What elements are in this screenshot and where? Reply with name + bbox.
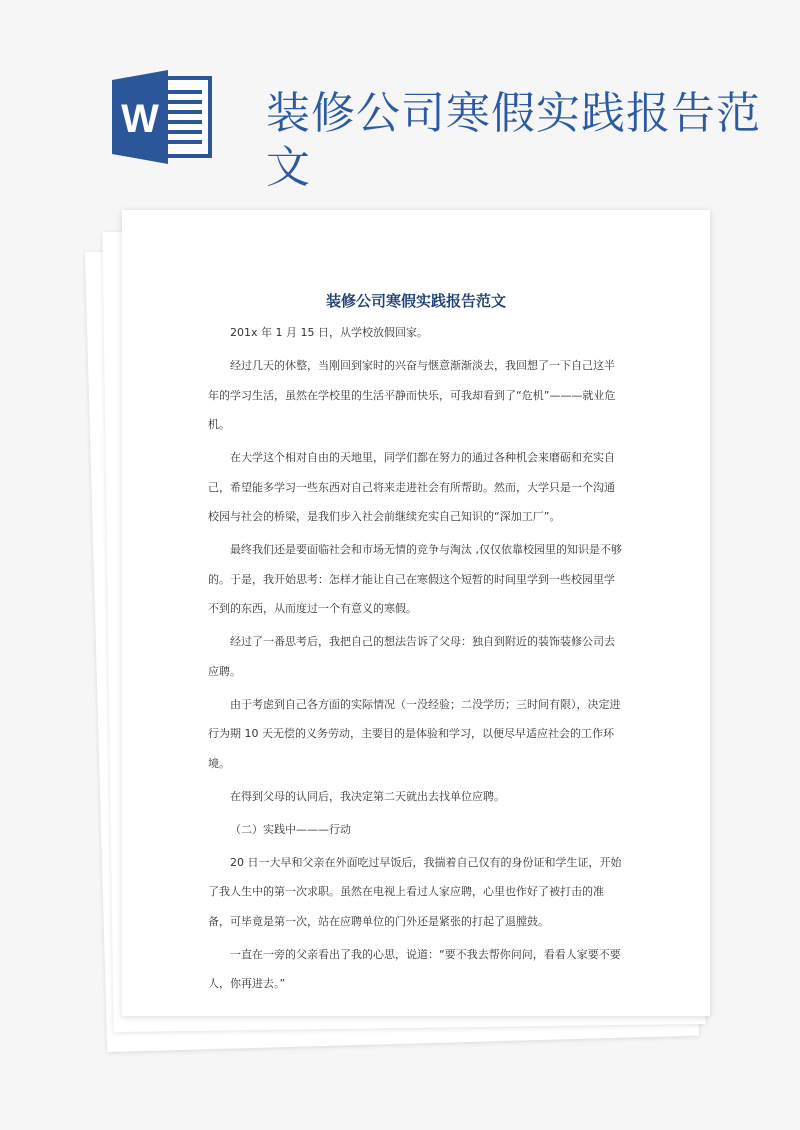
paragraph-7: 在得到父母的认同后，我决定第二天就出去找单位应聘。 xyxy=(230,789,505,803)
paragraph-9: 一直在一旁的父亲看出了我的心思，说道：“要不我去帮你问问，看看人家要不要人，你再进去。” xyxy=(208,947,621,990)
page-title: 装修公司寒假实践报告范文 xyxy=(266,88,761,194)
paragraph-4: 最终我们还是要面临社会和市场无情的竞争与淘汰 ,仅仅依靠校园里的知识是不够的。于是，我开始思考：怎样才能让自己在寒假这个短暂的时间里学到一些校园里学不到的东西，从而度过一个有意义的寒假。 xyxy=(208,543,622,615)
paragraph-8: 20 日一大早和父亲在外面吃过早饭后，我揣着自己仅有的身份证和学生证，开始了我人生中的第一次求职。虽然在电视上看过人家应聘，心里也作好了被打击的准备，可毕竟是第一次，站在应聘单位的门外还是紧张的打起了退膛鼓。 xyxy=(208,855,622,928)
paragraph-2: 经过几天的休整，当刚回到家时的兴奋与惬意渐渐淡去，我回想了一下自己这半年的学习生活，虽然在学校里的生活平静而快乐，可我却看到了“危机”———就业危机。 xyxy=(208,359,616,431)
paragraph-5: 经过了一番思考后，我把自己的想法告诉了父母：独自到附近的装饰装修公司去应聘。 xyxy=(208,635,615,678)
document-body xyxy=(208,318,624,999)
paragraph-1: 201x 年 1 月 15 日，从学校放假回家。 xyxy=(230,326,428,339)
paragraph-3: 在大学这个相对自由的天地里，同学们都在努力的通过各种机会来磨砺和充实自己，希望能多学习一些东西对自己将来走进社会有所帮助。然而，大学只是一个沟通校园与社会的桥梁，是我们步入社会前继续充实自己知识的“深加工厂”。 xyxy=(208,451,615,523)
word-document-icon xyxy=(112,70,216,164)
document-title: 装修公司寒假实践报告范文 xyxy=(325,292,506,310)
paragraph-6: 由于考虑到自己各方面的实际情况（一没经验；二没学历；三时间有限），决定进行为期 10 天无偿的义务劳动，主要目的是体验和学习，以便尽早适应社会的工作环境。 xyxy=(208,697,621,770)
svg-text:W: W xyxy=(121,97,159,141)
section-heading-practice: （二）实践中———行动 xyxy=(230,822,351,836)
